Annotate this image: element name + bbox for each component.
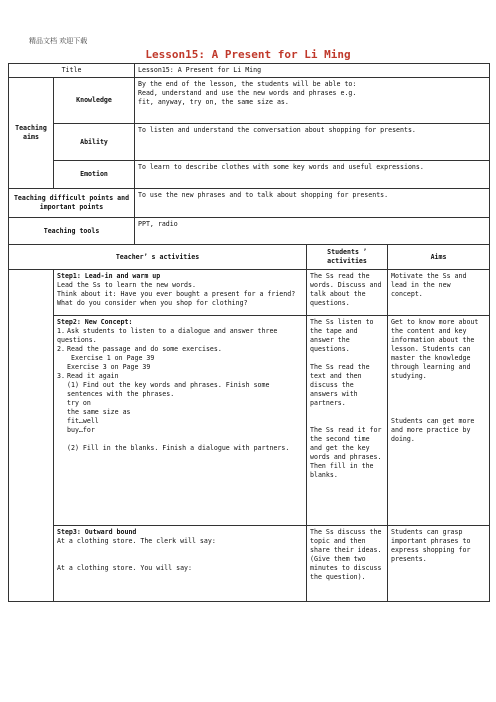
ability-text: To listen and understand the conversation about shopping for presents.: [135, 124, 490, 161]
step2-item-2-text: Read the passage and do some exercises.: [67, 345, 222, 353]
title-row: [9, 64, 490, 78]
step1-line: Lead the Ss to learn the new words.: [57, 281, 196, 289]
step2-row: [9, 316, 490, 526]
ability-row: [9, 124, 490, 161]
activities-header-row: [9, 245, 490, 270]
knowledge-line: Read, understand and use the new words and phrases e.g.: [138, 89, 357, 97]
phrase-line: try on: [67, 399, 91, 407]
step2-aims-a: Get to know more about the content and key information about the lesson. Students can master the knowledge through learning and studying.: [391, 318, 479, 380]
teaching-tools-label: Teaching tools: [9, 218, 135, 245]
step3-line: At a clothing store. The clerk will say:: [57, 537, 216, 545]
step3-row: [9, 526, 490, 602]
difficult-points-label: Teaching difficult points and important points: [9, 189, 135, 218]
ability-label: Ability: [54, 124, 135, 161]
step2-item-3: 3. Read it again: [57, 372, 119, 380]
step2-students: [307, 316, 388, 526]
students-activities-header: Students ’ activities: [307, 245, 388, 270]
knowledge-label: Knowledge: [54, 78, 135, 124]
teaching-tools-row: [9, 218, 490, 245]
step2-aims-b: Students can get more and more practice by doing.: [391, 417, 475, 443]
difficult-points-row: [9, 189, 490, 218]
step2-aims: [388, 316, 490, 526]
knowledge-line: fit, anyway, try on, the same size as.: [138, 98, 289, 106]
document-title: Lesson15: A Present for Li Ming: [145, 48, 351, 61]
step1-students: The Ss read the words. Discuss and talk about the questions.: [307, 270, 388, 316]
step3-aims: Students can grasp important phrases to express shopping for presents.: [388, 526, 490, 602]
step3-line: At a clothing store. You will say:: [57, 564, 192, 572]
step2-item-1-text: Ask students to listen to a dialogue and answer three questions.: [57, 327, 278, 344]
left-margin-cell: [9, 526, 54, 602]
title-label: Title: [9, 64, 135, 78]
teacher-activities-header: Teacher’ s activities: [9, 245, 307, 270]
knowledge-line: By the end of the lesson, the students will be able to:: [138, 80, 357, 88]
step2-heading: Step2: New Concept:: [57, 318, 133, 326]
title-value: Lesson15: A Present for Li Ming: [135, 64, 490, 78]
lesson-plan-table: [8, 63, 490, 602]
phrase-line: buy…for: [67, 426, 95, 434]
step2-students-a: The Ss listen to the tape and answer the questions.: [310, 318, 374, 353]
step2-item-2: 2. Read the passage and do some exercises.: [57, 345, 222, 353]
header-note: 精品文档 欢迎下载: [29, 37, 88, 45]
step2-students-b: The Ss read the text and then discuss the answers with partners.: [310, 363, 370, 407]
step1-aims: Motivate the Ss and lead in the new concept.: [388, 270, 490, 316]
emotion-row: [9, 161, 490, 189]
knowledge-text: [135, 78, 490, 124]
step1-row: [9, 270, 490, 316]
phrase-line: the same size as: [67, 408, 131, 416]
step2-item-1: 1. Ask students to listen to a dialogue and answer three questions.: [57, 327, 278, 344]
step1-teacher: [54, 270, 307, 316]
left-margin-cell: [9, 316, 54, 526]
teaching-tools-text: PPT, radio: [135, 218, 490, 245]
step1-heading: Step1: Lead-in and warm up: [57, 272, 161, 280]
step2-item-3-text: Read it again: [67, 372, 119, 380]
exercise-line: Exercise 1 on Page 39: [71, 354, 155, 362]
step2-sub-1: (1) Find out the key words and phrases. Finish some sentences with the phrases.: [67, 381, 270, 398]
step3-heading: Step3: Outward bound: [57, 528, 137, 536]
exercise-line: Exercise 3 on Page 39: [67, 363, 151, 371]
step3-students: The Ss discuss the topic and then share their ideas.(Give them two minutes to discuss the question).: [307, 526, 388, 602]
knowledge-row: [9, 78, 490, 124]
aims-header: Aims: [388, 245, 490, 270]
emotion-text: To learn to describe clothes with some key words and useful expressions.: [135, 161, 490, 189]
step3-teacher: [54, 526, 307, 602]
left-margin-cell: [9, 270, 54, 316]
step2-sub-2: (2) Fill in the blanks. Finish a dialogue with partners.: [67, 444, 290, 452]
emotion-label: Emotion: [54, 161, 135, 189]
step2-teacher: [54, 316, 307, 526]
teaching-aims-label: Teaching aims: [9, 78, 54, 189]
phrase-line: fit…well: [67, 417, 99, 425]
step2-students-c: The Ss read it for the second time and get the key words and phrases. Then fill in the blanks.: [310, 426, 382, 479]
difficult-points-text: To use the new phrases and to talk about shopping for presents.: [135, 189, 490, 218]
step1-line: Think about it: Have you ever bought a present for a friend? What do you consider when you shop for clothing?: [57, 290, 296, 307]
